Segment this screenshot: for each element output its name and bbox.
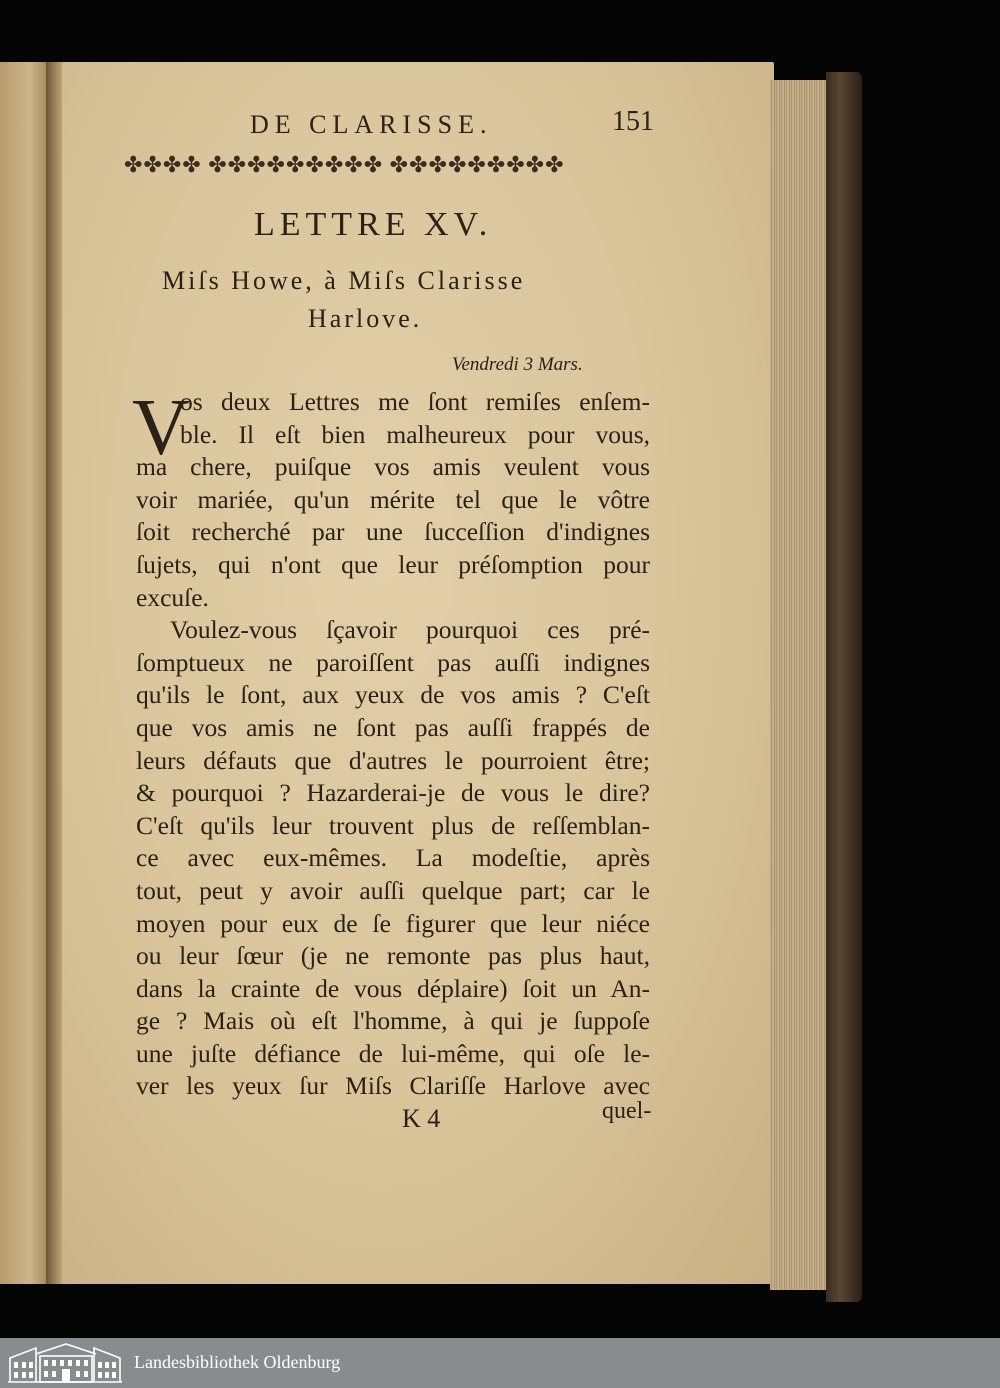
- text-line: & pourquoi ? Hazarderai-je de vous le dire?: [136, 778, 650, 808]
- addressee-line-2: Harlove.: [308, 304, 423, 333]
- page-edges: [770, 80, 828, 1290]
- page-number: 151: [612, 106, 654, 137]
- text-line: C'eſt qu'ils leur trouvent plus de reſſemblan-: [136, 810, 650, 840]
- ornament-band: ✤✤✤✤ ✤✤✤✤✤✤✤✤✤ ✤✤✤✤✤✤✤✤✤: [124, 152, 565, 177]
- text-line: ſoit recherché par une ſucceſſion d'indignes: [136, 517, 650, 547]
- text-line: ou leur ſœur (je ne remonte pas plus haut,: [136, 941, 650, 971]
- left-page-edge: [0, 62, 50, 1284]
- text-line: os deux Lettres me ſont remiſes enſem-: [180, 387, 650, 416]
- text-line: ſomptueux ne paroiſſent pas auſſi indignes: [136, 647, 650, 677]
- letter-title: LETTRE XV.: [254, 206, 493, 243]
- text-line: dans la crainte de vous déplaire) ſoit un An-: [136, 973, 650, 1003]
- text-line: Voulez-vous ſçavoir pourquoi ces pré-: [170, 615, 650, 645]
- library-name: Landesbibliothek Oldenburg: [134, 1352, 341, 1372]
- text-line: ce avec eux-mêmes. La modeſtie, après: [136, 843, 650, 873]
- footer-bar: [0, 1338, 1000, 1388]
- text-line: ver les yeux ſur Miſs Clariſſe Harlove avec: [136, 1071, 650, 1101]
- text-line: moyen pour eux de ſe figurer que leur niéce: [136, 908, 650, 938]
- text-line: ſujets, qui n'ont que leur préſomption pour: [136, 549, 650, 579]
- catchword: quel-: [602, 1098, 652, 1124]
- text-line: tout, peut y avoir auſſi quelque part; car le: [136, 875, 650, 905]
- running-head: DE CLARISSE.: [250, 110, 493, 139]
- text-line: voir mariée, qu'un mérite tel que le vôtre: [136, 484, 650, 514]
- text-line: que vos amis ne ſont pas auſſi frappés de: [136, 712, 650, 742]
- text-line: leurs défauts que d'autres le pourroient être;: [136, 745, 650, 775]
- body-text: [136, 386, 650, 1103]
- book-cover: [826, 72, 862, 1302]
- text-line: ma chere, puiſque vos amis veulent vous: [136, 452, 650, 482]
- text-line: ge ? Mais où eſt l'homme, à qui je ſuppoſe: [136, 1006, 650, 1036]
- letter-date: Vendredi 3 Mars.: [452, 354, 583, 375]
- drop-cap: V: [132, 384, 190, 472]
- addressee-line-1: Miſs Howe, à Miſs Clarisse: [162, 266, 526, 295]
- text-line: qu'ils le ſont, aux yeux de vos amis ? C'eſt: [136, 680, 650, 710]
- text-line: ble. Il eſt bien malheureux pour vous,: [180, 419, 650, 449]
- signature-mark: K 4: [402, 1104, 441, 1133]
- text-line: une juſte défiance de lui-même, qui oſe le-: [136, 1038, 650, 1068]
- library-building-icon: [6, 1342, 124, 1384]
- text-line: excuſe.: [136, 582, 209, 612]
